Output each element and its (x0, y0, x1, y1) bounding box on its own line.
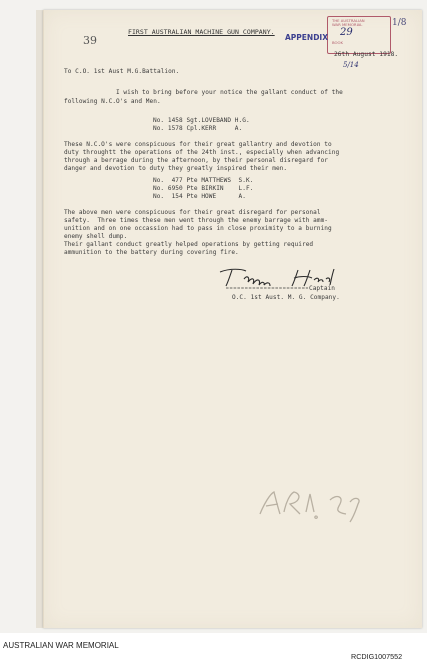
para2-line: enemy shell dump. (64, 233, 128, 240)
para2-line: The above men were conspicuous for their great disregard for personal (64, 209, 321, 216)
para2-line: Their gallant conduct greatly helped operations by getting required (64, 241, 314, 248)
corner-mark: 1/8 (392, 18, 407, 28)
intro-line-2: following N.C.O's and Men. (64, 98, 161, 105)
signature-rank: Captain (309, 285, 336, 292)
page-number: 39 (83, 34, 97, 47)
para1-line: danger and devotion to duty they greatly inspired their men. (64, 165, 288, 172)
para2-line: ammunition to the battery during covering fire. (64, 249, 239, 256)
archive-reference: RCDIG1007552 (351, 652, 403, 661)
addressee: To C.O. 1st Aust M.G.Battalion. (64, 68, 180, 75)
para1-line: duty throughtt the operations of the 24th inst., especially when advancing (64, 149, 340, 156)
man-entry: No. 477 Pte MATTHEWS S.K. (153, 177, 254, 184)
para2-line: unition and on one occassion had to pass in close proximity to a burning (64, 225, 332, 232)
appendix-label: APPENDIX (285, 33, 328, 42)
signature-title: O.C. 1st Aust. M. G. Company. (232, 294, 340, 301)
nco-entry: No. 1578 Cpl.KERR A. (153, 125, 243, 132)
man-entry: No. 6950 Pte BIRKIN L.F. (153, 185, 254, 192)
stamp-handwritten-number: 29 (340, 27, 353, 38)
archive-institution: AUSTRALIAN WAR MEMORIAL (3, 641, 119, 650)
nco-entry: No. 1458 Sgt.LOVEBAND H.G. (153, 117, 250, 124)
man-entry: No. 154 Pte HOWE A. (153, 193, 246, 200)
pencil-annotation (256, 484, 368, 526)
letterhead: FIRST AUSTRALIAN MACHINE GUN COMPANY. (128, 28, 275, 36)
stamp-line-2: WAR MEMORIAL (332, 22, 363, 27)
para1-line: These N.C.O's were conspicuous for their great gallantry and devotion to (64, 141, 332, 148)
para2-line: safety. Three times these men went through the enemy barrage with amm- (64, 217, 329, 224)
intro-line-1: I wish to bring before your notice the gallant conduct of the (116, 89, 343, 96)
stamp-line-1: THE AUSTRALIAN (332, 18, 365, 23)
para1-line: through a berrage during the afternoon, by their personal disregard for (64, 157, 329, 164)
letter-date: 26th August 1918. (334, 51, 399, 58)
signature-dash-line (226, 286, 308, 290)
folio-number: 5/14 (343, 61, 359, 69)
stamp-line-3: BOOK (332, 40, 344, 45)
